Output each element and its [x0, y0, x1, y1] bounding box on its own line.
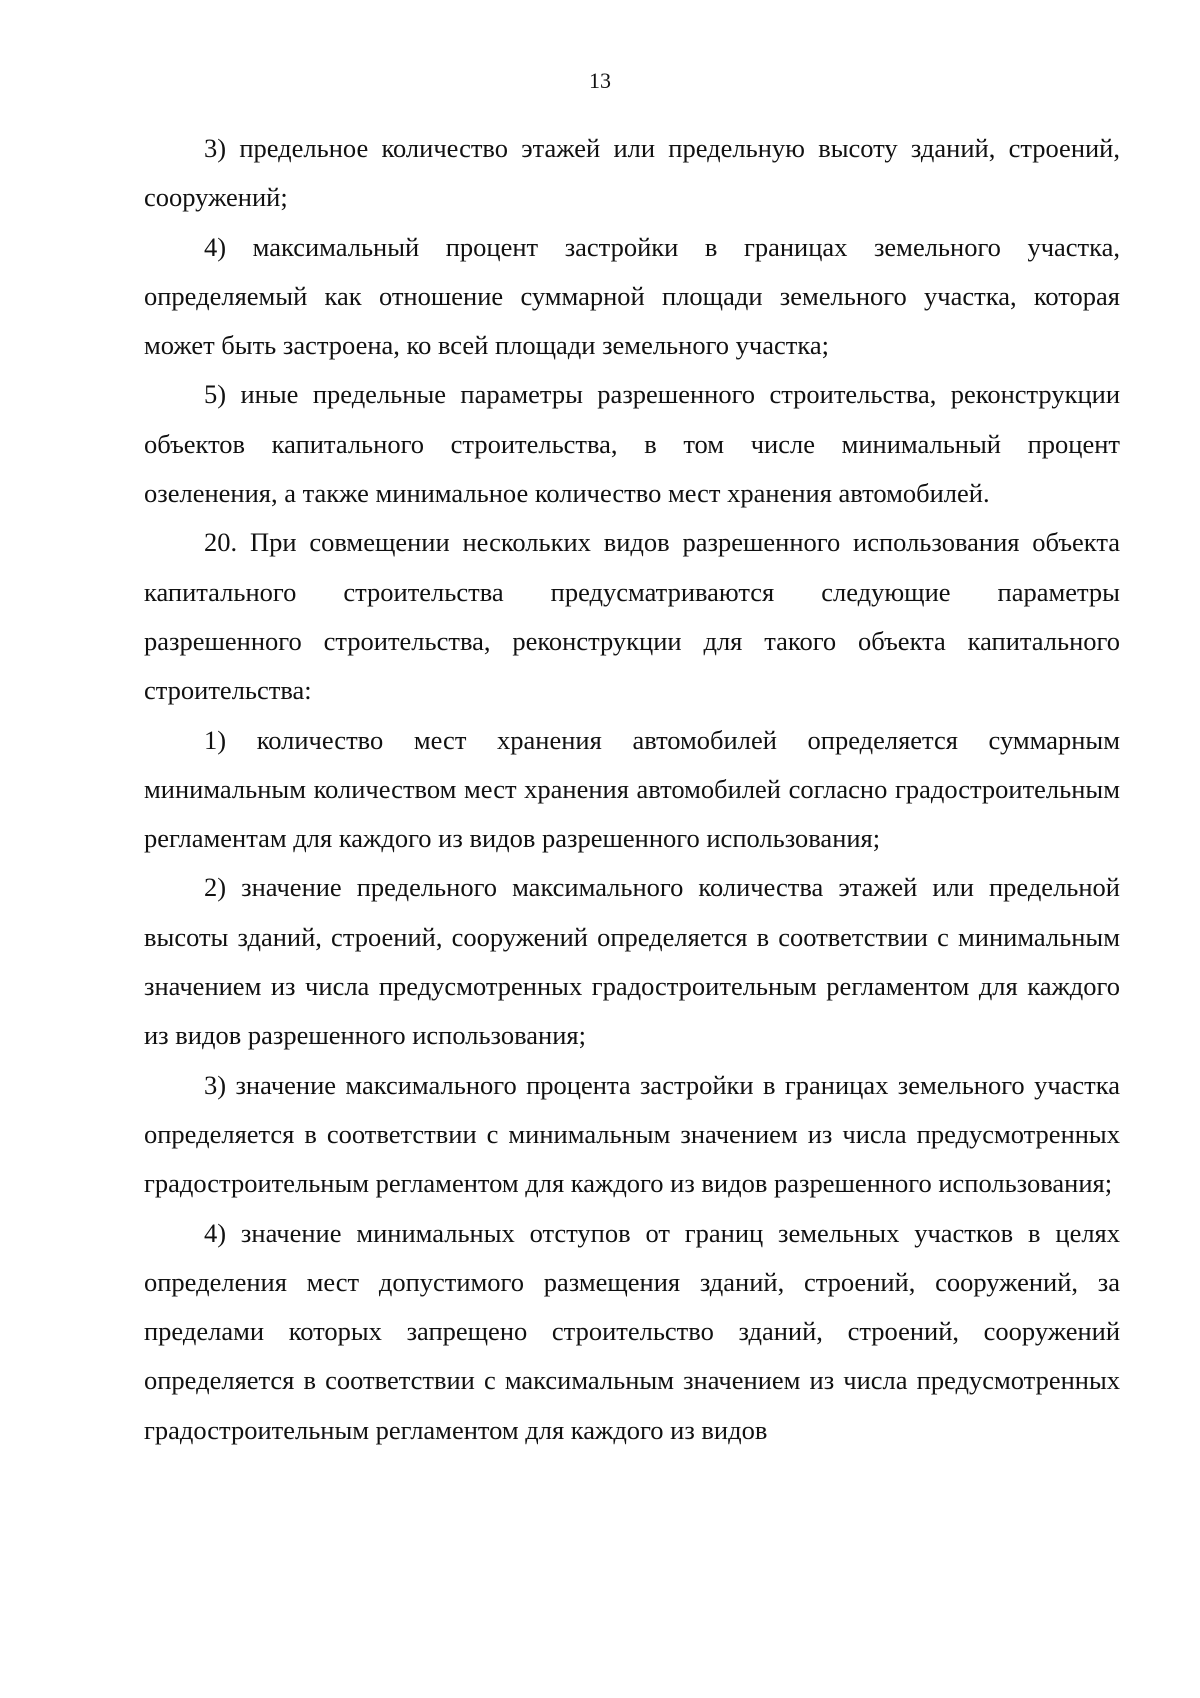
page-number: 13 — [589, 68, 611, 93]
paragraph-clause-20: 20. При совмещении нескольких видов разрешенного использования объекта капитального строительства предусматриваются следующие параметры разрешенного строительства, реконструкции для такого объекта капитального строительства: — [144, 527, 1120, 706]
paragraph-item-4-min-setbacks: 4) значение минимальных отступов от границ земельных участков в целях определения мест допустимого размещения зданий, строений, сооружений, за пределами которых запрещено строительство зданий, строений, сооружений определяется в соответствии с максимальным значением из числа предусмотренных градостроительным регламентом для каждого из видов — [144, 1217, 1120, 1445]
paragraph-item-1-parking: 1) количество мест хранения автомобилей определяется суммарным минимальным количеством мест хранения автомобилей согласно градостроительным регламентам для каждого из видов разрешенного использования; — [144, 724, 1120, 854]
paragraph-item-3-floors: 3) предельное количество этажей или предельную высоту зданий, строений, сооружений; — [144, 133, 1120, 213]
paragraph-item-4-building-percent: 4) максимальный процент застройки в границах земельного участка, определяемый как отношение суммарной площади земельного участка, которая может быть застроена, ко всей площади земельного участка; — [144, 231, 1120, 361]
paragraph-item-2-max-floors: 2) значение предельного максимального количества этажей или предельной высоты зданий, строений, сооружений определяется в соответствии с минимальным значением из числа предусмотренных градостроительным регламентом для каждого из видов разрешенного использования; — [144, 872, 1120, 1051]
document-body — [144, 124, 1120, 1455]
paragraph-item-5-other-parameters: 5) иные предельные параметры разрешенного строительства, реконструкции объектов капитального строительства, в том числе минимальный процент озеленения, а также минимальное количество мест хранения автомобилей. — [144, 379, 1120, 509]
paragraph-item-3-max-building-percent: 3) значение максимального процента застройки в границах земельного участка определяется в соответствии с минимальным значением из числа предусмотренных градостроительным регламентом для каждого из видов разрешенного использования; — [144, 1069, 1120, 1199]
